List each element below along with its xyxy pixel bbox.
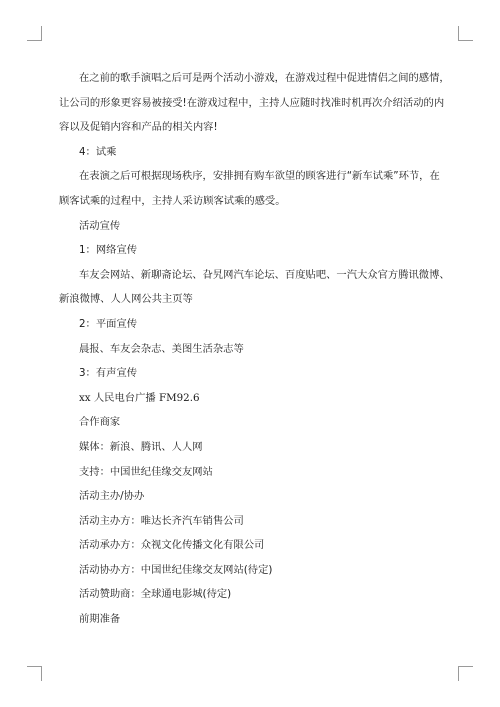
section-heading: 4：试乘 bbox=[79, 145, 117, 158]
paragraph-line: 在表演之后可根据现场秩序，安排拥有购车欲望的顾客进行“新车试乘”环节，在 bbox=[79, 170, 440, 183]
section-heading: 1：网络宣传 bbox=[79, 244, 138, 257]
paragraph-line: 新浪微博、人人网公共主页等 bbox=[59, 293, 193, 306]
paragraph-line: 在之前的歌手演唱之后可是两个活动小游戏，在游戏过程中促进情侣之间的感情， bbox=[79, 72, 450, 84]
section-heading: 活动主办/协办 bbox=[79, 490, 145, 503]
section-heading: 合作商家 bbox=[79, 416, 121, 429]
paragraph-line: 支持：中国世纪佳缘交友网站 bbox=[79, 465, 213, 478]
paragraph-line: 车友会网站、新聊斋论坛、旮旯网汽车论坛、百度贴吧、一汽大众官方腾讯微博、 bbox=[79, 268, 450, 281]
crop-mark-bottom-right bbox=[458, 666, 473, 681]
section-heading: 3：有声宣传 bbox=[79, 367, 138, 380]
section-heading: 前期准备 bbox=[79, 613, 121, 626]
paragraph-line: 活动赞助商：全球通电影城(待定) bbox=[79, 588, 232, 601]
paragraph-line: 活动承办方：众视文化传播文化有限公司 bbox=[79, 539, 265, 552]
paragraph-line: 活动协办方：中国世纪佳缘交友网站(待定) bbox=[79, 563, 273, 576]
paragraph-line: xx 人民电台广播 FM92.6 bbox=[79, 391, 200, 404]
paragraph-line: 顾客试乘的过程中，主持人采访顾客试乘的感受。 bbox=[59, 194, 286, 207]
crop-mark-top-left bbox=[27, 26, 42, 41]
paragraph-line: 让公司的形象更容易被接受!在游戏过程中，主持人应随时找准时机再次介绍活动的内 bbox=[59, 96, 445, 109]
paragraph-line: 活动主办方：唯达长齐汽车销售公司 bbox=[79, 514, 244, 527]
section-heading: 活动宣传 bbox=[79, 219, 121, 232]
paragraph-line: 媒体：新浪、腾讯、人人网 bbox=[79, 440, 203, 453]
paragraph-line: 容以及促销内容和产品的相关内容! bbox=[59, 121, 218, 134]
document-body bbox=[59, 66, 450, 632]
section-heading: 2：平面宣传 bbox=[79, 317, 138, 330]
crop-mark-top-right bbox=[458, 26, 473, 41]
crop-mark-bottom-left bbox=[27, 666, 42, 681]
paragraph-line: 晨报、车友会杂志、美图生活杂志等 bbox=[79, 342, 244, 355]
